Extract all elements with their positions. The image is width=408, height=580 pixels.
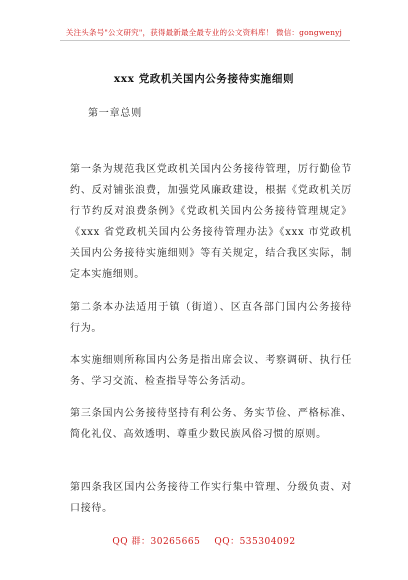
document-title: xxx 党政机关国内公务接待实施细则 [113, 73, 295, 85]
footer-contact [0, 534, 408, 547]
paragraph-article-1: 第一条为规范我区党政机关国内公务接待管理，厉行勤俭节约、反对铺张浪费，加强党风廉政建设，根据《党政机关厉行节约反对浪费条例》《党政机关国内公务接待管理规定》《xxx 省党政机关国内公务接待管理办法》《xxx 市党政机关国内公务接待实施细则》等有关规定，结合我区实际，制定本实施细则。 [70, 164, 352, 280]
paragraph-definition: 本实施细则所称国内公务是指出席会议、考察调研、执行任务、学习交流、检查指导等公务活动。 [70, 355, 352, 387]
paragraph-article-3: 第三条国内公务接待坚持有利公务、务实节俭、严格标准、简化礼仪、高效透明、尊重少数民族风俗习惯的原则。 [70, 408, 352, 440]
header-note: 关注头条号"公文研究"，获得最新最全最专业的公文资料库！ 微信：gongwenyj [65, 28, 343, 37]
header-divider [60, 40, 350, 41]
footer-qq-group: QQ 群：30265665 [112, 537, 201, 547]
footer-qq: QQ：535304092 [214, 537, 296, 547]
paragraph-article-2: 第二条本办法适用于镇（街道）、区直各部门国内公务接待行为。 [70, 302, 352, 334]
chapter-heading: 第一章总则 [88, 108, 142, 119]
paragraph-article-4: 第四条我区国内公务接待工作实行集中管理、分级负责、对口接待。 [70, 482, 352, 514]
